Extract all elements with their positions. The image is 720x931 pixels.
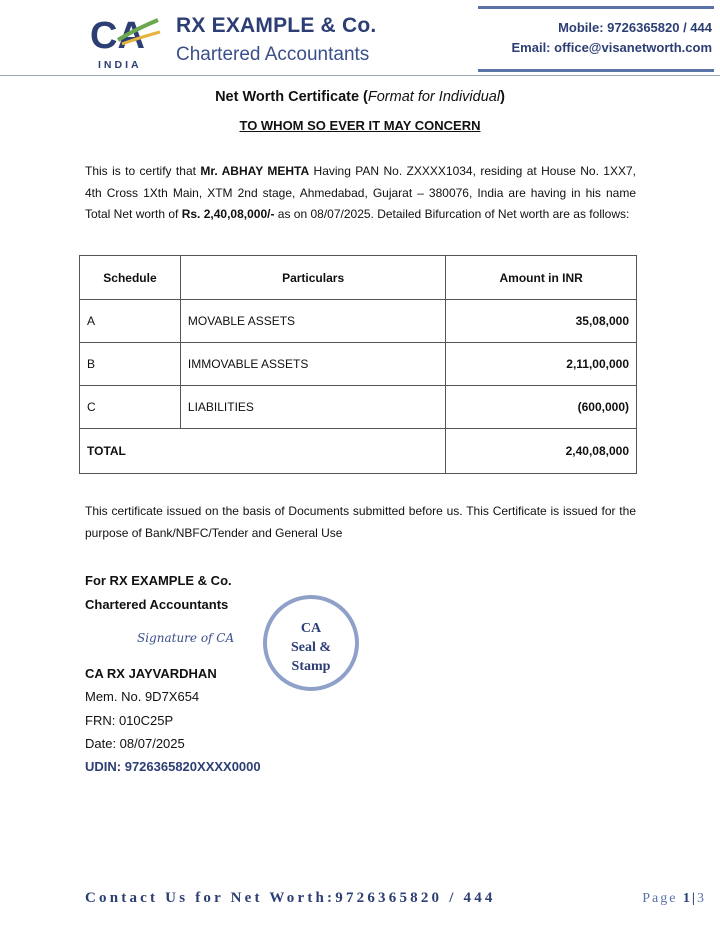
mobile-number: Mobile: 9726365820 / 444 [558, 20, 712, 35]
stamp-line-1: CA [300, 621, 322, 636]
net-worth-table [79, 255, 637, 474]
frn-number: FRN: 010C25P [85, 713, 174, 728]
schedule-cell: C [80, 386, 181, 429]
schedule-cell: B [80, 343, 181, 386]
table-row [80, 300, 637, 343]
udin-number: UDIN: 9726365820XXXX0000 [85, 759, 261, 774]
table-row [80, 343, 637, 386]
sign-date: Date: 08/07/2025 [85, 736, 185, 751]
amount-cell: 35,08,000 [446, 300, 637, 343]
basis-note: This certificate issued on the basis of Documents submitted before us. This Certificate is issued for the purpose of Bank/NBFC/Tender and General Use [85, 504, 636, 540]
column-header-particulars: Particulars [180, 256, 445, 300]
email-address: Email: office@visanetworth.com [511, 40, 712, 55]
particular-cell: MOVABLE ASSETS [180, 300, 445, 343]
to-whom-heading: TO WHOM SO EVER IT MAY CONCERN [239, 118, 481, 133]
membership-number: Mem. No. 9D7X654 [85, 689, 200, 704]
net-worth-amount: Rs. 2,40,08,000/- [181, 207, 275, 221]
header-rule [0, 75, 720, 76]
header-divider-top [478, 6, 714, 9]
firm-designation: Chartered Accountants [85, 597, 229, 612]
certificate-title: Net Worth Certificate (Format for Individual) [215, 89, 505, 105]
total-row [80, 429, 637, 474]
contact-block [476, 18, 712, 58]
particular-cell: LIABILITIES [180, 386, 445, 429]
page-total: 3 [697, 891, 706, 906]
table-header-row [80, 256, 637, 300]
holder-name: Mr. ABHAY MEHTA [200, 164, 310, 178]
format-note: Format for Individual [367, 89, 501, 105]
footer-contact: Contact Us for Net Worth:9726365820 / 444 [85, 890, 496, 906]
column-header-schedule: Schedule [80, 256, 181, 300]
certification-paragraph: This is to certify that Mr. ABHAY MEHTA Having PAN No. ZXXXX1034, residing at House No. 1XX7, 4th Cross 1Xth Main, XTM 2nd stage, Ahmedabad, Gujarat – 380076, India are having in his name Total Net worth of Rs. 2,40,08,000/- as on 08/07/2025. Detailed Bifurcation of Net worth are as follows: [85, 164, 636, 221]
schedule-cell: A [80, 300, 181, 343]
logo-letters: CA [90, 15, 145, 57]
header-divider-bottom [478, 69, 714, 72]
firm-sign-line: For RX EXAMPLE & Co. [85, 573, 232, 588]
logo-country: INDIA [98, 59, 142, 71]
page-number: 1 [682, 891, 692, 906]
total-amount: 2,40,08,000 [446, 429, 637, 474]
ca-india-logo [88, 10, 162, 72]
firm-subtitle: Chartered Accountants [176, 44, 370, 65]
signer-name: CA RX JAYVARDHAN [85, 666, 217, 681]
column-header-amount: Amount in INR [446, 256, 637, 300]
signature-script: Signature of CA [137, 631, 235, 645]
particular-cell: IMMOVABLE ASSETS [180, 343, 445, 386]
amount-cell: 2,11,00,000 [446, 343, 637, 386]
stamp-line-2: Seal & [290, 640, 332, 655]
letterhead [0, 0, 720, 80]
total-label: TOTAL [80, 429, 446, 474]
page-indicator: Page 1|3 [642, 891, 706, 906]
firm-name: RX EXAMPLE & Co. [176, 14, 377, 37]
table-row [80, 386, 637, 429]
stamp-line-3: Stamp [291, 659, 331, 674]
amount-cell: (600,000) [446, 386, 637, 429]
